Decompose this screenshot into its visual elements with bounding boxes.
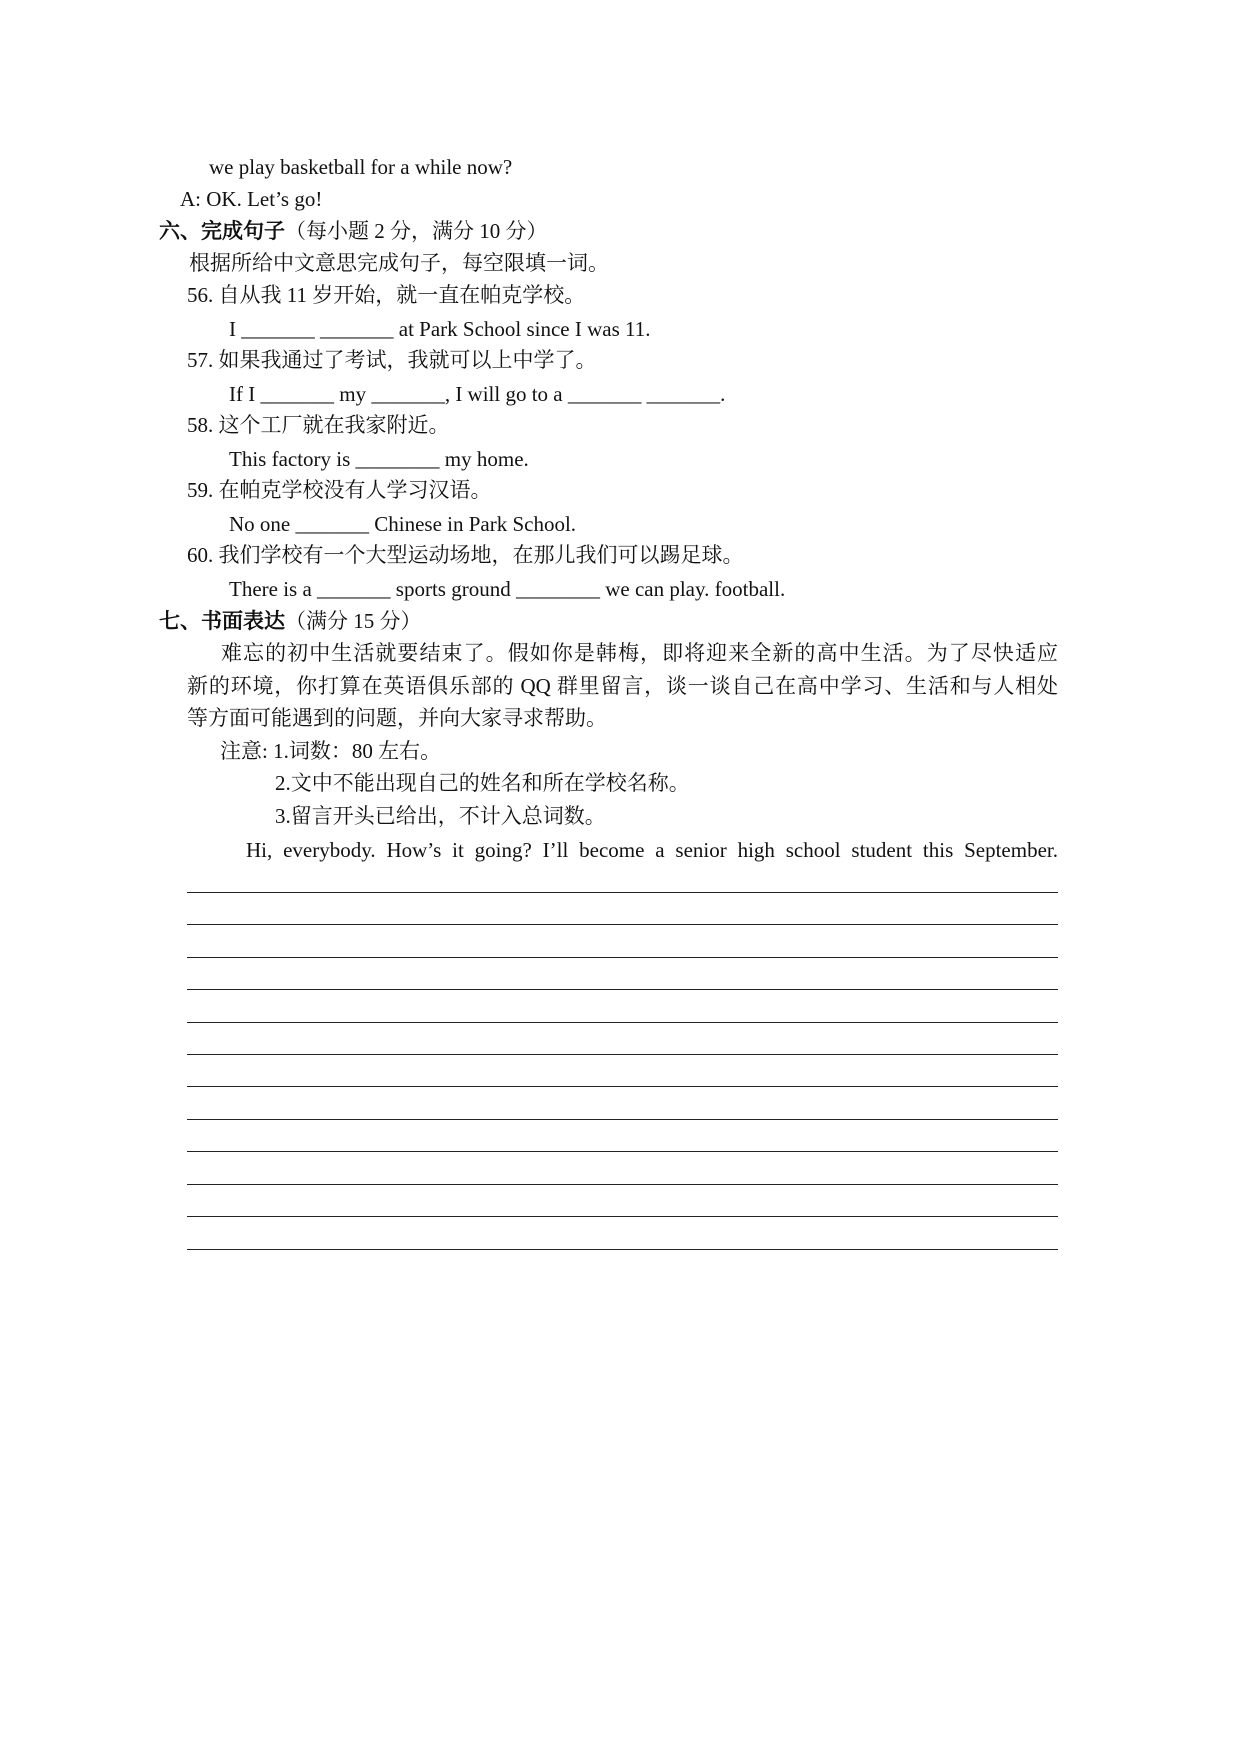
writing-prompt-line: 难忘的初中生活就要结束了。假如你是韩梅，即将迎来全新的高中生活。为了尽快适应 (221, 641, 1058, 665)
question-56-answer: I _______ _______ at Park School since I was 11. (229, 317, 651, 341)
section-7-title: 七、书面表达 (159, 609, 285, 633)
section-7-score-note: （满分 15 分） (285, 609, 422, 633)
question-58-answer: This factory is ________ my home. (229, 447, 529, 471)
question-57-answer: If I _______ my _______, I will go to a _______ _______. (229, 382, 726, 406)
answer-line (187, 1184, 1058, 1185)
question-57 (187, 350, 597, 371)
question-chinese: 在帕克学校没有人学习汉语。 (218, 478, 492, 502)
answer-line (187, 1054, 1058, 1055)
section-7-header (159, 611, 422, 632)
writing-prompt-line: 新的环境，你打算在英语俱乐部的 QQ 群里留言，谈一谈自己在高中学习、生活和与人相处 (187, 674, 1058, 698)
question-number: 59. (187, 478, 214, 502)
question-59 (187, 480, 492, 501)
question-number: 58. (187, 413, 214, 437)
question-number: 56. (187, 283, 214, 307)
writing-note: 注意: 1.词数：80 左右。 (220, 739, 442, 763)
section-6-title: 六、完成句子 (159, 219, 285, 243)
dialogue-line: we play basketball for a while now? (209, 155, 513, 179)
dialogue-line: A: OK. Let’s go! (180, 187, 323, 211)
question-chinese: 自从我 11 岁开始，就一直在帕克学校。 (218, 283, 586, 307)
question-60-answer: There is a _______ sports ground ________ we can play. football. (229, 577, 786, 601)
answer-line (187, 892, 1058, 893)
question-56 (187, 285, 585, 306)
question-chinese: 这个工厂就在我家附近。 (218, 413, 450, 437)
section-6-header (159, 221, 548, 242)
question-number: 60. (187, 543, 214, 567)
answer-line (187, 1216, 1058, 1217)
section-6-instruction: 根据所给中文意思完成句子，每空限填一词。 (189, 251, 609, 275)
answer-line (187, 957, 1058, 958)
question-chinese: 我们学校有一个大型运动场地，在那儿我们可以踢足球。 (218, 543, 744, 567)
writing-note: 3.留言开头已给出，不计入总词数。 (275, 804, 606, 828)
answer-line (187, 989, 1058, 990)
question-58 (187, 415, 450, 436)
answer-line (187, 1119, 1058, 1120)
answer-line (187, 1086, 1058, 1087)
answer-line (187, 1022, 1058, 1023)
question-59-answer: No one _______ Chinese in Park School. (229, 512, 577, 536)
question-60 (187, 545, 744, 566)
answer-line (187, 924, 1058, 925)
question-number: 57. (187, 348, 214, 372)
answer-line (187, 1151, 1058, 1152)
writing-opening-sentence: Hi, everybody. How’s it going? I’ll become a senior high school student this September. (246, 838, 1058, 862)
section-6-score-note: （每小题 2 分，满分 10 分） (285, 219, 548, 243)
answer-line (187, 1249, 1058, 1250)
writing-prompt-line: 等方面可能遇到的问题，并向大家寻求帮助。 (187, 706, 607, 730)
writing-note: 2.文中不能出现自己的姓名和所在学校名称。 (275, 771, 690, 795)
question-chinese: 如果我通过了考试，我就可以上中学了。 (218, 348, 597, 372)
